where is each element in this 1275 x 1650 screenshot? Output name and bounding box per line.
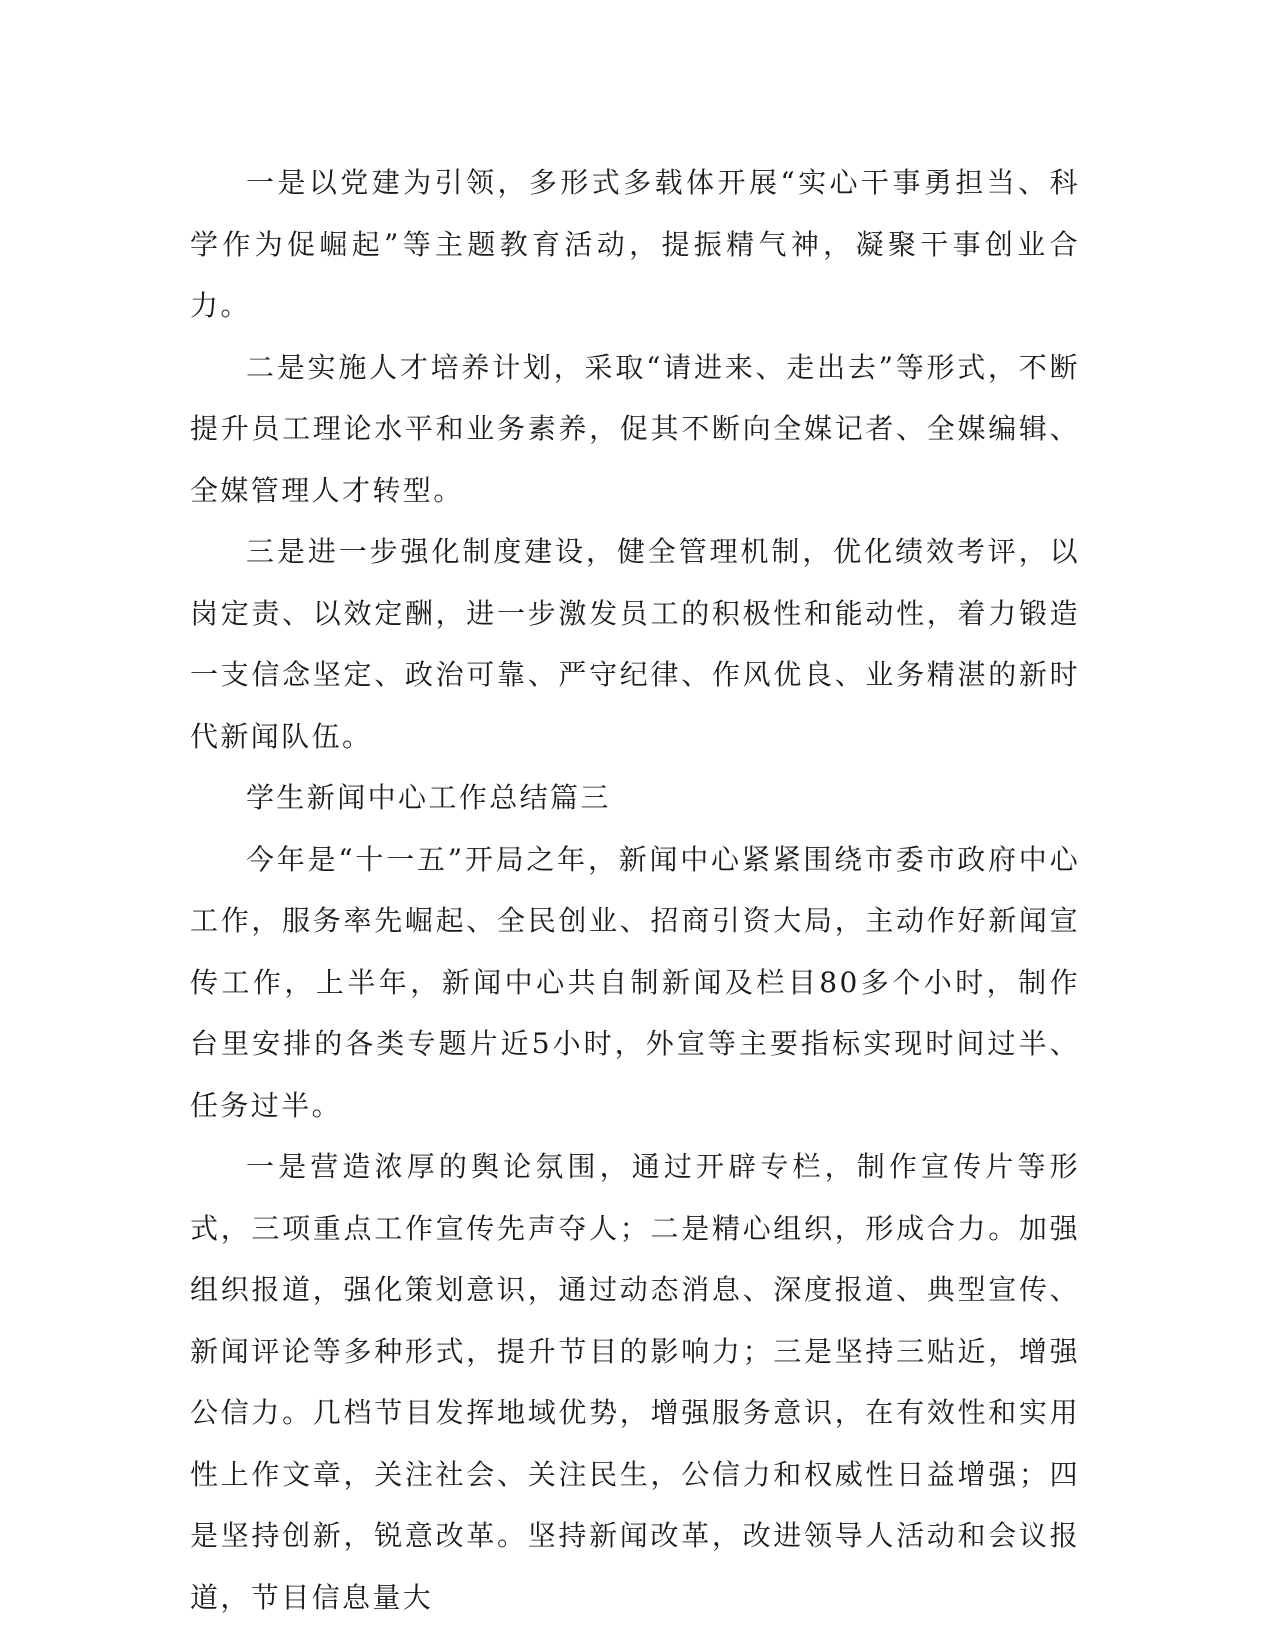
document-body: [190, 152, 1080, 1628]
paragraph-key-measures: 一是营造浓厚的舆论氛围，通过开辟专栏，制作宣传片等形式，三项重点工作宣传先声夺人；二是精心组织，形成合力。加强组织报道，强化策划意识，通过动态消息、深度报道、典型宣传、新闻评论等多种形式，提升节目的影响力；三是坚持三贴近，增强公信力。几档节目发挥地域优势，增强服务意识，在有效性和实用性上作文章，关注社会、关注民生，公信力和权威性日益增强；四是坚持创新，锐意改革。坚持新闻改革，改进领导人活动和会议报道，节目信息量大: [190, 1150, 1080, 1614]
paragraph-party-building: 一是以党建为引领，多形式多载体开展“实心干事勇担当、科学作为促崛起”等主题教育活动，提振精气神，凝聚干事创业合力。: [190, 166, 1080, 322]
paragraph-annual-overview: 今年是“十一五”开局之年，新闻中心紧紧围绕市委市政府中心工作，服务率先崛起、全民创业、招商引资大局，主动作好新闻宣传工作，上半年，新闻中心共自制新闻及栏目80多个小时，制作台里安排的各类专题片近5小时，外宣等主要指标实现时间过半、任务过半。: [190, 842, 1080, 1122]
paragraph-system-building: 三是进一步强化制度建设，健全管理机制，优化绩效考评，以岗定责、以效定酬，进一步激发员工的积极性和能动性，着力锻造一支信念坚定、政治可靠、严守纪律、作风优良、业务精湛的新时代新闻队伍。: [190, 535, 1080, 753]
section-heading: 学生新闻中心工作总结篇三: [246, 781, 611, 814]
paragraph-talent-training: 二是实施人才培养计划，采取“请进来、走出去”等形式，不断提升员工理论水平和业务素养，促其不断向全媒记者、全媒编辑、全媒管理人才转型。: [190, 350, 1080, 507]
